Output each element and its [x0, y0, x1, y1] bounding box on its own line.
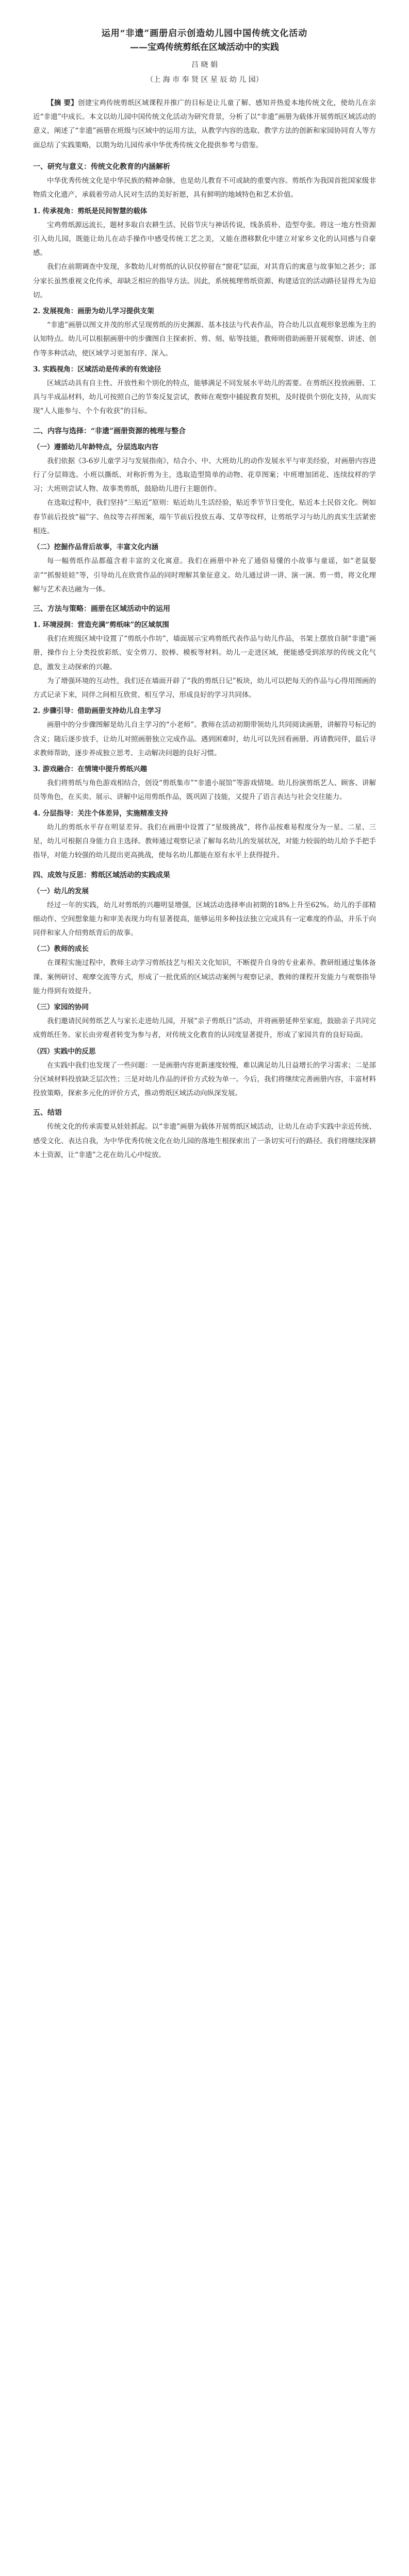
body-paragraph: 区域活动具有自主性、开放性和个别化的特点，能够满足不同发展水平幼儿的需要。在剪纸区投放画册、工具与半成品材料，幼儿可按照自己的节奏反复尝试，教师在观察中捕捉教育契机，及时提供个别化支持，从而实现“人人能参与、个个有收获”的目标。 [33, 379, 376, 416]
subsection-heading: （二）挖掘作品背后故事，丰富文化内涵 [33, 543, 158, 552]
body-paragraph: 中华优秀传统文化是中华民族的精神命脉，也是幼儿教育不可或缺的重要内容。剪纸作为我国首批国家级非物质文化遗产，承载着劳动人民对生活的美好祈愿，具有鲜明的地域特色和艺术价值。 [33, 176, 376, 199]
section-heading: 四、成效与反思：剪纸区域活动的实践成果 [33, 871, 170, 879]
body-paragraph: 在实践中我们也发现了一些问题：一是画册内容更新速度较慢，难以满足幼儿日益增长的学习需求；二是部分区域材料投放缺乏层次性；三是对幼儿作品的评价方式较为单一。今后，我们将继续完善画册内容，丰富材料投放策略，探索多元化的评价方式，推动剪纸区域活动向纵深发展。 [33, 1061, 376, 1098]
section-heading: 一、研究与意义：传统文化教育的内涵解析 [33, 162, 170, 171]
body-paragraph: 幼儿的剪纸水平存在明显差异。我们在画册中设置了“星级挑战”，将作品按难易程度分为一星、二星、三星，幼儿可根据自身能力自主选择。教师通过观察记录了解每名幼儿的发展状况，对能力较弱的幼儿给予手把手指导，对能力较强的幼儿提出更高挑战，使每名幼儿都能在原有水平上获得提升。 [33, 823, 376, 860]
subsection-heading: 1. 环境浸润：营造充满“剪纸味”的区域氛围 [33, 621, 169, 630]
subsection-heading: 1. 传承视角：剪纸是民间智慧的载体 [33, 207, 148, 215]
author-affiliation: （上 海 市 奉 贤 区 星 辰 幼 儿 园） [146, 75, 263, 84]
body-paragraph: 我们在前期调查中发现，多数幼儿对剪纸的认识仅停留在“窗花”层面，对其背后的寓意与故事知之甚少；部分家长虽然重视文化传承，却缺乏相应的指导方法。因此，系统梳理剪纸资源、构建适宜的活动路径显得尤为迫切。 [33, 263, 376, 299]
body-paragraph: 为了增强环境的互动性，我们还在墙面开辟了“我的剪纸日记”板块，幼儿可以把每天的作品与心得用图画的方式记录下来，同伴之间相互欣赏、相互学习，形成良好的学习共同体。 [33, 676, 376, 700]
abstract-text: 创建宝鸡传统剪纸区域课程并推广的目标是让儿童了解、感知并热爱本地传统文化，使幼儿在亲近“非遗”中成长。本文以幼儿园中国传统文化活动为研究背景，分析了以“非遗”画册为载体开展剪纸区域活动的意义，阐述了“非遗”画册在班级与区域中的运用方法，从教学内容的选取、教学方法的创新和家园协同育人等方面总结了实践策略，以期为幼儿园传承中华优秀传统文化提供参考与借鉴。 [33, 98, 377, 149]
body-paragraph: 我们在班级区域中设置了“剪纸小作坊”，墙面展示宝鸡剪纸代表作品与幼儿作品，书架上摆放自制“非遗”画册，操作台上分类投放彩纸、安全剪刀、胶棒、模板等材料。幼儿一走进区域，便能感受到浓厚的传统文化气息，激发主动探索的兴趣。 [33, 635, 376, 671]
abstract [33, 96, 376, 152]
article-body [33, 160, 376, 1162]
subsection-heading: 2. 发展视角：画册为幼儿学习提供支架 [33, 307, 154, 316]
subsection-heading: 4. 分层指导：关注个体差异，实施精准支持 [33, 809, 168, 818]
section-heading: 五、结语 [33, 1109, 62, 1117]
section-heading: 二、内容与选择：“非遗”画册资源的梳理与整合 [33, 427, 186, 435]
subsection-heading: 3. 实践视角：区域活动是传承的有效途径 [33, 365, 161, 374]
body-paragraph: 我们依据《3-6岁儿童学习与发展指南》，结合小、中、大班幼儿的动作发展水平与审美经验，对画册内容进行了分层筛选。小班以撕纸、对称折剪为主，选取造型简单的动物、花草图案；中班增加团花、连续纹样的学习；大班则尝试人物、故事类剪纸，鼓励幼儿进行主题创作。 [33, 456, 376, 494]
article-subtitle: ——宝鸡传统剪纸在区域活动中的实践 [130, 42, 279, 53]
subsection-heading: （二）教师的成长 [33, 945, 89, 954]
body-paragraph: “非遗”画册以图文并茂的形式呈现剪纸的历史渊源、基本技法与代表作品，符合幼儿以直观形象思维为主的认知特点。幼儿可以根据画册中的步骤图自主探索折、剪、刻、贴等技能，教师则借助画册开展观察、讲述、创作等多种活动，使区域学习更加有序、深入。 [33, 321, 376, 358]
abstract-label: 【摘 要】 [47, 98, 78, 107]
title-block [33, 27, 376, 87]
section-heading: 三、方法与策略：画册在区域活动中的运用 [33, 605, 170, 614]
body-paragraph: 在选取过程中，我们坚持“三贴近”原则：贴近幼儿生活经验，贴近季节节日变化，贴近本土民俗文化。例如春节前后投放“福”字、鱼纹等吉祥图案，端午节前后投放五毒、艾草等纹样，让剪纸学习与幼儿的真实生活紧密相连。 [33, 499, 376, 536]
subsection-heading: （一）幼儿的发展 [33, 887, 89, 895]
body-paragraph: 经过一年的实践，幼儿对剪纸的兴趣明显增强，区域活动选择率由初期的18%上升至62%。幼儿的手部精细动作、空间想象能力和审美表现力均有显著提高，能够运用多种技法独立完成具有一定难度的作品，并乐于向同伴和家人介绍剪纸背后的故事。 [33, 901, 376, 938]
body-paragraph: 每一幅剪纸作品都蕴含着丰富的文化寓意。我们在画册中补充了通俗易懂的小故事与童谣，如“老鼠娶亲”“抓髻娃娃”等，引导幼儿在欣赏作品的同时理解其象征意义。幼儿通过讲一讲、演一演、剪一剪，将文化理解与艺术表达融为一体。 [33, 557, 376, 594]
body-paragraph: 画册中的分步骤图解是幼儿自主学习的“小老师”。教师在活动初期带领幼儿共同阅读画册，讲解符号标记的含义；随后逐步放手，让幼儿对照画册独立完成作品。遇到困难时，幼儿可以先回看画册、再请教同伴，最后寻求教师帮助，逐步养成独立思考、主动解决问题的良好习惯。 [33, 721, 376, 757]
subsection-heading: 2. 步骤引导：借助画册支持幼儿自主学习 [33, 707, 161, 716]
subsection-heading: （三）家园的协同 [33, 1003, 89, 1012]
body-paragraph: 宝鸡剪纸源远流长，题材多取自农耕生活、民俗节庆与神话传说，线条质朴、造型夸张。将这一地方性资源引入幼儿园，既能让幼儿在动手操作中感受传统工艺之美，又能在潜移默化中建立对家乡文化的认同感与自豪感。 [33, 221, 376, 258]
author-name: 吕 晓 娟 [191, 61, 218, 70]
body-paragraph: 我们将剪纸与角色游戏相结合，创设“剪纸集市”“非遗小展馆”等游戏情境。幼儿扮演剪纸艺人、顾客、讲解员等角色，在买卖、展示、讲解中运用剪纸作品，既巩固了技能，又提升了语言表达与社会交往能力。 [33, 779, 376, 802]
body-paragraph: 我们邀请民间剪纸艺人与家长走进幼儿园，开展“亲子剪纸日”活动，并将画册延伸至家庭，鼓励亲子共同完成剪纸任务。家长由旁观者转变为参与者，对传统文化教育的认同度显著提升，形成了家园共育的良好局面。 [33, 1017, 376, 1040]
subsection-heading: （一）遵循幼儿年龄特点，分层选取内容 [33, 443, 158, 451]
subsection-heading: 3. 游戏融合：在情境中提升剪纸兴趣 [33, 765, 148, 774]
body-paragraph: 在课程实施过程中，教师主动学习剪纸技艺与相关文化知识，不断提升自身的专业素养。教研组通过集体备课、案例研讨、观摩交流等方式，形成了一批优质的区域活动案例与观察记录，教师的课程开发能力与观察指导能力得到有效提升。 [33, 959, 376, 995]
subsection-heading: （四）实践中的反思 [33, 1047, 96, 1056]
article-title: 运用“非遗”画册启示创造幼儿园中国传统文化活动 [101, 28, 308, 39]
body-paragraph: 传统文化的传承需要从娃娃抓起。以“非遗”画册为载体开展剪纸区域活动，让幼儿在动手实践中亲近传统、感受文化、表达自我，为中华优秀传统文化在幼儿园的落地生根探索出了一条切实可行的路径。我们将继续深耕本土资源，让“非遗”之花在幼儿心中绽放。 [33, 1123, 376, 1159]
